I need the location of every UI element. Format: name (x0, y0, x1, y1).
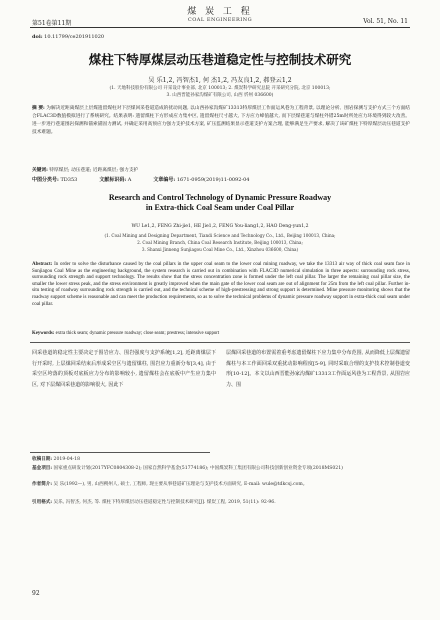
abstract-en-label: Abstract: (32, 262, 53, 267)
body-text-left-column: 回采巷道的稳定性主要决定于围岩应力、围岩强度与支护系统[1,2], 近距离煤层下行开采时, 上层煤回采结束后形成采空区与遗留煤柱, 围岩应力重新分布[3,4], 由于采空区垮落的顶板对底板应力分布的影响较小, 遗留煤柱会在底板中产生应力集中区, 对下层煤回采巷道的影响很大, 因此下 (32, 350, 216, 388)
clc-value: TD353 (60, 177, 78, 183)
keywords-cn-text: 特厚煤层; 动压巷道; 近距离煤层; 强力支护 (49, 168, 139, 173)
abstract-cn-text: 为解决近距离煤层上层煤遗留煤柱对下层煤回采巷道造成的扰动问题, 以山西孙家沟煤矿13313特厚煤层工作面运风巷为工程背景, 以理论分析、围岩探测与支护方式三个方面结合FLAC3D数值模拟进行了系统研究。结果表明: 遗留煤柱下方形成应力集中区, 遗留煤柱尺寸越大, 下方应力峰值越大, 而下层煤巷道与煤柱外错25m时所处应力环境得到较大改善。进一步进行巷道围岩探测和锚索锚固力测试, 并确定采用高预应力强力支护技术方案, 矿压监测结果显示巷道支护方案合理, 能够满足生产要求, 解决了该矿煤柱下特厚煤层动压巷道支护技术难题。 (32, 106, 410, 135)
footnote-text: 2019-04-18 (53, 457, 81, 462)
header-rule (30, 27, 410, 28)
affiliation-cn-line: (1. 天地科技股份有限公司 开采设计事业部, 北京 100013; 2. 煤炭科学研究总院 开采研究分院, 北京 100013; (109, 86, 331, 91)
keywords-cn (32, 167, 138, 173)
paper-title-en-line: Research and Control Technology of Dynamic Pressure Roadway (108, 193, 332, 202)
affiliation-cn-line: 3. 山西晋能孙家沟煤矿有限公司, 山西 忻州 036600) (166, 93, 274, 98)
paper-title-en (0, 193, 440, 213)
abstract-cn (32, 105, 410, 137)
footnote-text: 吴乐, 冯智杰, 何杰, 等. 煤柱下特厚煤层动压巷道稳定性与控制技术研究[J]. 煤炭工程, 2019, 51(11): 92-96. (53, 500, 276, 505)
body-text-right-column: 层煤回采巷道的布置需着重考虑遗留煤柱下应力集中分布范围, 从而降低上层煤遗留煤柱与本工作面回采双重扰动影响程度[5-9], 同时采取合理的支护技术控制巷道变形[10-12]。本文以山西晋能孙家沟煤矿13313工作面运风巷为工程背景, 从围岩应力、围 (226, 350, 410, 388)
footnote-text: 国家重点研发计划(2017YFC0804308-2); 国家自然科学基金(51774186); 中国煤炭科工集团有限公司科技创新创业资金专项(2018MS021) (53, 466, 343, 471)
footnote-funding (32, 466, 410, 472)
article-number (153, 176, 249, 183)
affiliation-en-line: 2. Coal Mining Branch, China Coal Research Institute, Beijing 100013, China; (137, 240, 303, 245)
document-code (99, 176, 131, 183)
footnote-label: 作者简介: (32, 482, 53, 487)
abstract-en-text: In order to solve the disturbance caused by the coal pillars in the upper coal seam to the lower coal mining roadway, we take the 13313 air way of thick coal seam face in Sunjiagou Coal Mine as the engineering background, the system research is carried out in combination with FLAC3D numerical simulation in three aspects: surrounding rock stress, surrounding rock strength and support technology. The results show that the stress concentration zone is formed under the left coal pillar. The larger the remaining coal pillar size, the smaller the lower stress peak, and the stress environment is greatly improved when the main gate of the lower coal seam are out of alignment for 25m from the left coal pillar. Further in-situ testing of roadway surrounding rock strength is carried out, and the technical scheme of high-prestressing and strong support is determined. Mine pressure monitoring shows that the roadway support scheme is reasonable and can meet the production requirements, so as to solve the technical problems of dynamic pressure roadway support in extra-thick coal seam under coal pillar. (32, 262, 410, 307)
volume-issue-en: Vol. 51, No. 11 (363, 18, 408, 25)
article-number-label: 文章编号: (153, 177, 176, 183)
footnote-received (32, 457, 410, 463)
doi-label: doi: (32, 34, 43, 40)
abstract-cn-label: 摘 要: (32, 106, 45, 111)
keywords-en-text: extra thick seam; dynamic pressure roadway; close seam; prestress; intensive support (55, 331, 220, 336)
clc-label: 中图分类号: (32, 177, 59, 183)
footnote-citation (32, 500, 410, 506)
authors-cn: 吴 乐1,2, 冯智杰1, 何 杰1,2, 冯友良1,2, 郝登云1,2 (148, 77, 292, 84)
footnote-label: 基金项目: (32, 466, 53, 471)
clc-number (32, 176, 77, 183)
paper-title-en-line: in Extra-thick Coal Seam under Coal Pillar (145, 203, 295, 212)
doi (32, 34, 104, 40)
footnote-label: 收稿日期: (32, 457, 53, 462)
document-code-value: A (127, 177, 132, 183)
keywords-en (32, 331, 410, 336)
journal-title-cn: 煤 炭 工 程 (187, 7, 253, 17)
volume-issue-cn: 第51卷第11期 (32, 20, 72, 27)
affiliation-en-line: 3. Shanxi Jinneng Sunjiagou Coal Mine Co., Ltd., Xinzhou 036600, China) (141, 247, 299, 252)
authors-en: WU Le1,2, FENG Zhi-jie1, HE Jie1,2, FENG You-liang1,2, HAO Deng-yun1,2 (131, 224, 309, 229)
abstract-en (32, 262, 410, 308)
footnote-rule (30, 452, 210, 453)
keywords-cn-label: 关键词: (32, 168, 48, 173)
paper-title-cn: 煤柱下特厚煤层动压巷道稳定性与控制技术研究 (88, 52, 352, 67)
footnote-label: 引用格式: (32, 500, 53, 505)
footnote-author-bio (32, 482, 410, 488)
journal-title-en: COAL ENGINEERING (187, 17, 253, 23)
article-number-value: 1671-0959(2019)11-0092-04 (176, 177, 250, 183)
doi-value: 10.11799/ce201911020 (44, 34, 105, 40)
classification-row (32, 176, 410, 183)
footnote-text: 吴 乐(1992—), 男, 山西朔州人, 硕士, 工程师, 现主要从事巷道矿压理论与支护技术方面研究, E-mail: wule@tdkcsj.com。 (53, 482, 308, 487)
page-number: 92 (32, 590, 40, 597)
keywords-en-label: Keywords: (32, 331, 55, 336)
affiliation-en-line: (1. Coal Mining and Designing Department, Tiandi Science and Technology Co., Ltd., Beijing 100013, China; (104, 233, 336, 238)
abstract-rule (30, 342, 410, 343)
document-code-label: 文献标识码: (99, 177, 127, 183)
